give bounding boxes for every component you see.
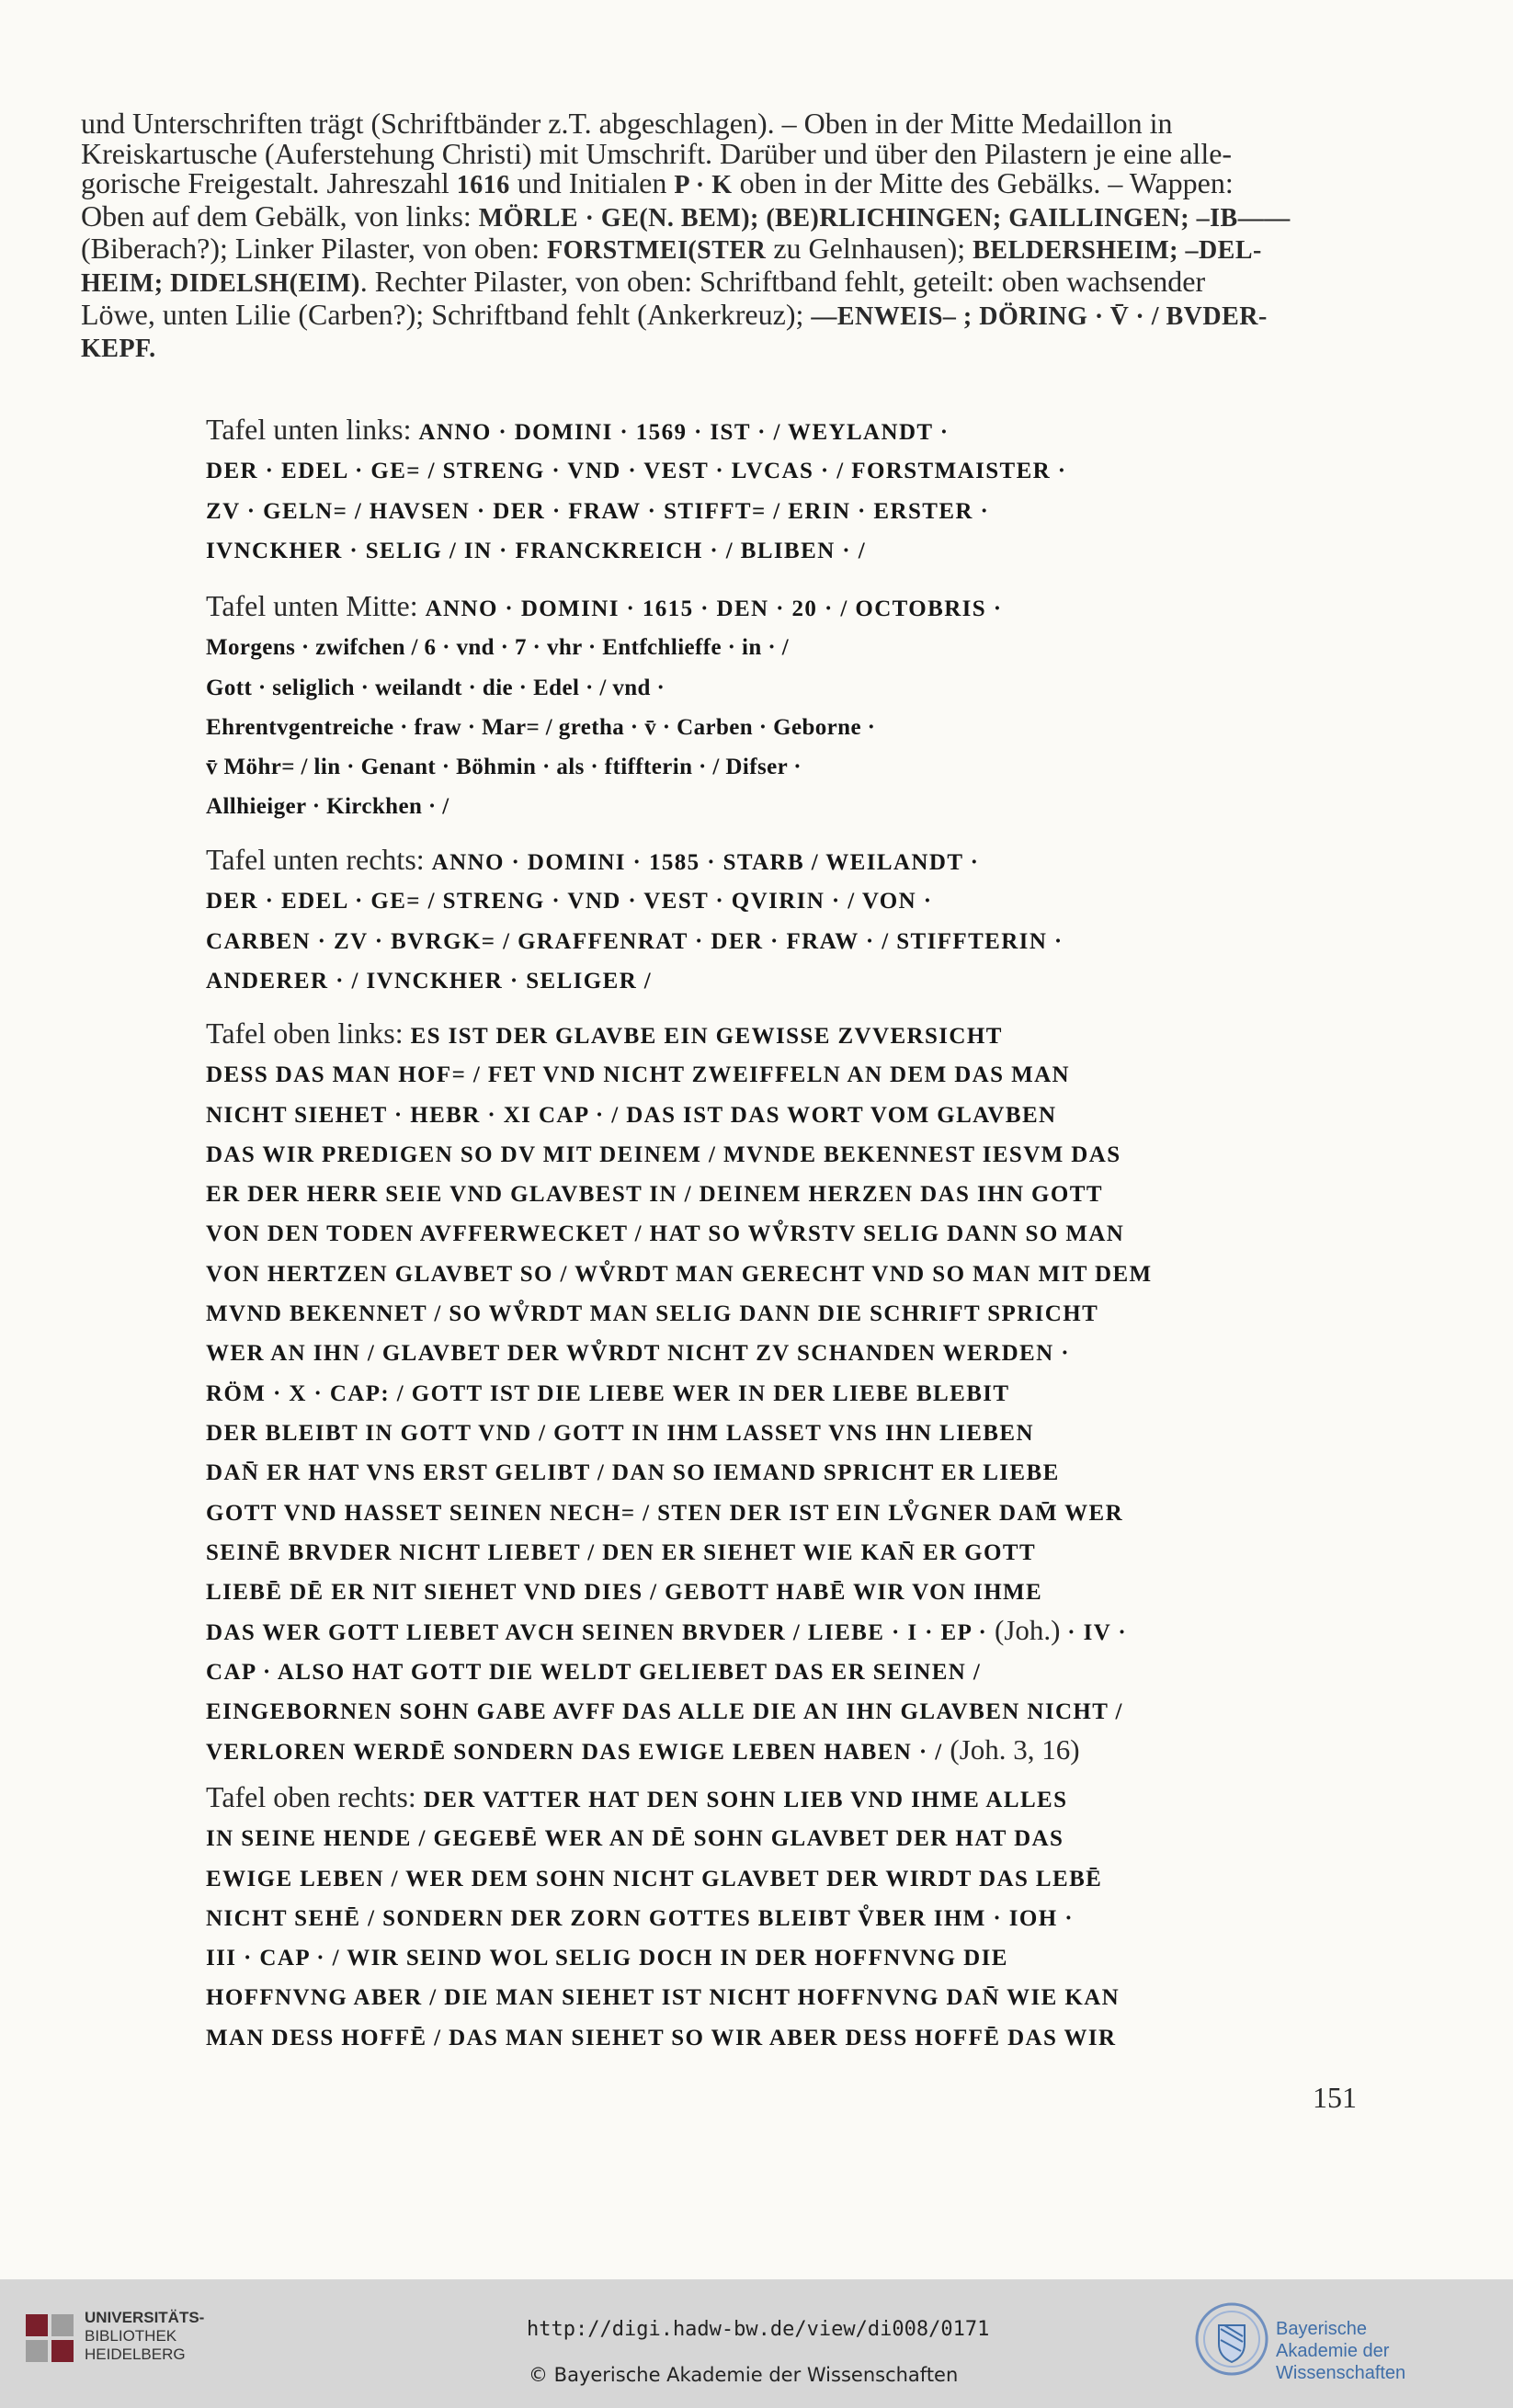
inscription-line: NICHT SIEHET · HEBR · XI CAP · / DAS IST DAS WORT VOM GLAVBEN: [206, 1102, 1057, 1128]
inscription-line: Morgens · zwifchen / 6 · vnd · 7 · vhr · Entfchlieffe · in · /: [206, 635, 790, 661]
inscription-line: HOFFNVNG ABER / DIE MAN SIEHET IST NICHT HOFFNVNG DAN̄ WIE KAN: [206, 1985, 1121, 2011]
university-library-logo-icon[interactable]: [24, 2312, 75, 2364]
bible-reference: (Joh.): [987, 1614, 1068, 1647]
inscription-line: ES IST DER GLAVBE EIN GEWISSE ZVVERSICHT: [410, 1024, 1003, 1049]
inscription-line: ANNO · DOMINI · 1569 · IST · / WEYLANDT ·: [418, 420, 950, 445]
tafel-unten-rechts: [206, 840, 1382, 999]
section-label: Tafel unten links:: [206, 413, 419, 446]
viewer-footer: [0, 2279, 1513, 2408]
intro-line-3: gorische Freigestalt. Jahreszahl 1616 und Initialen P · K oben in der Mitte des Gebälks. – Wappen:: [81, 166, 1234, 200]
inscription-line: VON DEN TODEN AVFFERWECKET / HAT SO WV̊RSTV SELIG DANN SO MAN: [206, 1221, 1125, 1247]
inscription-line: NICHT SEHĒ / SONDERN DER ZORN GOTTES BLEIBT V̊BER IHM · IOH ·: [206, 1905, 1074, 1931]
inscription-line: CAP · ALSO HAT GOTT DIE WELDT GELIEBET DAS ER SEINEN /: [206, 1659, 982, 1685]
inscription-line: DAS WER GOTT LIEBET AVCH SEINEN BRVDER / LIEBE · I · EP ·: [206, 1620, 988, 1646]
inscription-line: DESS DAS MAN HOF= / FET VND NICHT ZWEIFFELN AN DEM DAS MAN: [206, 1062, 1070, 1088]
section-label: Tafel oben rechts:: [206, 1780, 424, 1813]
inscription-line: ER DER HERR SEIE VND GLAVBEST IN / DEINEM HERZEN DAS IHN GOTT: [206, 1182, 1103, 1208]
year-1616: 1616: [456, 171, 510, 200]
section-label: Tafel unten Mitte:: [206, 589, 426, 622]
intro-line-5: (Biberach?); Linker Pilaster, von oben: FORSTMEI(STER zu Gelnhausen); BELDERSHEIM; –DEL-: [81, 232, 1262, 266]
inscription-line: Ehrentvgentreiche · fraw · Mar= / gretha · v̄ · Carben · Geborne ·: [206, 714, 876, 740]
tafel-unten-links: [206, 410, 1382, 569]
inscription-line: DER BLEIBT IN GOTT VND / GOTT IN IHM LASSET VNS IHN LIEBEN: [206, 1420, 1034, 1446]
copyright-notice: © Bayerische Akademie der Wissenschaften: [529, 2364, 959, 2386]
inscription-line: IN SEINE HENDE / GEGEBĒ WER AN DĒ SOHN GLAVBET DER HAT DAS: [206, 1826, 1064, 1852]
inscription-line: IVNCKHER · SELIG / IN · FRANCKREICH · / BLIBEN · /: [206, 538, 867, 563]
page-number: 151: [1313, 2081, 1357, 2114]
intro-line-6: HEIM; DIDELSH(EIM). Rechter Pilaster, von oben: Schriftband fehlt, geteilt: oben wachsender: [81, 264, 1206, 298]
intro-line-4: Oben auf dem Gebälk, von links: MÖRLE · GE(N. BEM); (BE)RLICHINGEN; GAILLINGEN; –IB——: [81, 199, 1291, 233]
inscription-line: EINGEBORNEN SOHN GABE AVFF DAS ALLE DIE AN IHN GLAVBEN NICHT /: [206, 1699, 1123, 1725]
inscription-line: DAS WIR PREDIGEN SO DV MIT DEINEM / MVNDE BEKENNEST IESVM DAS: [206, 1142, 1121, 1167]
section-label: Tafel oben links:: [206, 1017, 411, 1050]
inscription-line: DER VATTER HAT DEN SOHN LIEB VND IHME ALLES: [423, 1788, 1068, 1812]
initials: P · K: [674, 171, 733, 200]
intro-line-2: Kreiskartusche (Auferstehung Christi) mit Umschrift. Darüber und über den Pilastern je eine alle-: [81, 136, 1233, 170]
inscription-line: ZV · GELN= / HAVSEN · DER · FRAW · STIFFT= / ERIN · ERSTER ·: [206, 498, 990, 524]
intro-line-1: und Unterschriften trägt (Schriftbänder z.T. abgeschlagen). – Oben in der Mitte Medaillon in: [81, 107, 1173, 140]
inscription-line: WER AN IHN / GLAVBET DER WV̊RDT NICHT ZV SCHANDEN WERDEN ·: [206, 1341, 1070, 1367]
inscription-line: v̄ Möhr= / lin · Genant · Böhmin · als · ftiffterin · / Difser ·: [206, 755, 802, 780]
inscription-line: ANNO · DOMINI · 1585 · STARB / WEILANDT ·: [431, 850, 980, 875]
intro-line-8: KEPF.: [81, 335, 156, 364]
inscription-line: Allhieiger · Kirckhen · /: [206, 794, 449, 820]
inscription-line: CARBEN · ZV · BVRGK= / GRAFFENRAT · DER · FRAW · / STIFFTERIN ·: [206, 928, 1064, 954]
inscription-line: VON HERTZEN GLAVBET SO / WV̊RDT MAN GERECHT VND SO MAN MIT DEM: [206, 1261, 1153, 1287]
inscription-line: Gott · seliglich · weilandt · die · Edel · / vnd ·: [206, 675, 665, 700]
tafel-oben-links: [206, 1014, 1382, 1770]
inscription-line: DER · EDEL · GE= / STRENG · VND · VEST · QVIRIN · / VON ·: [206, 889, 933, 914]
bible-reference: (Joh. 3, 16): [942, 1733, 1080, 1766]
inscription-line: EWIGE LEBEN / WER DEM SOHN NICHT GLAVBET DER WIRDT DAS LEBĒ: [206, 1866, 1103, 1891]
inscription-line: DER · EDEL · GE= / STRENG · VND · VEST · LVCAS · / FORSTMAISTER ·: [206, 459, 1067, 484]
academy-name[interactable]: Bayerische Akademie der Wissenschaften: [1276, 2319, 1406, 2383]
inscription-line: ANNO · DOMINI · 1615 · DEN · 20 · / OCTOBRIS ·: [425, 596, 1003, 621]
chapter-marker: · IV ·: [1067, 1620, 1128, 1646]
inscription-line: DAN̄ ER HAT VNS ERST GELIBT / DAN SO IEMAND SPRICHT ER LIEBE: [206, 1460, 1060, 1486]
inscription-line: SEINĒ BRVDER NICHT LIEBET / DEN ER SIEHET WIE KAN̄ ER GOTT: [206, 1539, 1037, 1565]
inscription-line: LIEBĒ DĒ ER NIT SIEHET VND DIES / GEBOTT HABĒ WIR VON IHME: [206, 1580, 1043, 1606]
inscription-line: ANDERER · / IVNCKHER · SELIGER /: [206, 968, 653, 994]
inscription-line: MVND BEKENNET / SO WV̊RDT MAN SELIG DANN DIE SCHRIFT SPRICHT: [206, 1301, 1099, 1327]
academy-crest-icon[interactable]: [1193, 2298, 1270, 2380]
intro-line-7: Löwe, unten Lilie (Carben?); Schriftband fehlt (Ankerkreuz); —ENWEIS– ; DÖRING · V̄ · / BVDER-: [81, 297, 1268, 331]
tafel-oben-rechts: [206, 1778, 1382, 2056]
inscription-line: RÖM · X · CAP: / GOTT IST DIE LIEBE WER IN DER LIEBE BLEBIT: [206, 1380, 1010, 1406]
inscription-line: GOTT VND HASSET SEINEN NECH= / STEN DER IST EIN LV̊GNER DAM̄ WER: [206, 1500, 1124, 1526]
permalink-url[interactable]: http://digi.hadw-bw.de/view/di008/0171: [527, 2318, 990, 2341]
tafel-unten-mitte: [206, 586, 1382, 825]
intro-paragraph: [81, 108, 1351, 365]
inscription-line: III · CAP · / WIR SEIND WOL SELIG DOCH IN DER HOFFNVNG DIE: [206, 1946, 1008, 1971]
section-label: Tafel unten rechts:: [206, 843, 432, 876]
inscription-line: VERLOREN WERDĒ SONDERN DAS EWIGE LEBEN HABEN · /: [206, 1740, 943, 1766]
inscription-line: MAN DESS HOFFĒ / DAS MAN SIEHET SO WIR ABER DESS HOFFĒ DAS WIR: [206, 2025, 1117, 2050]
university-library-name[interactable]: UNIVERSITÄTS- BIBLIOTHEK HEIDELBERG: [85, 2309, 205, 2363]
